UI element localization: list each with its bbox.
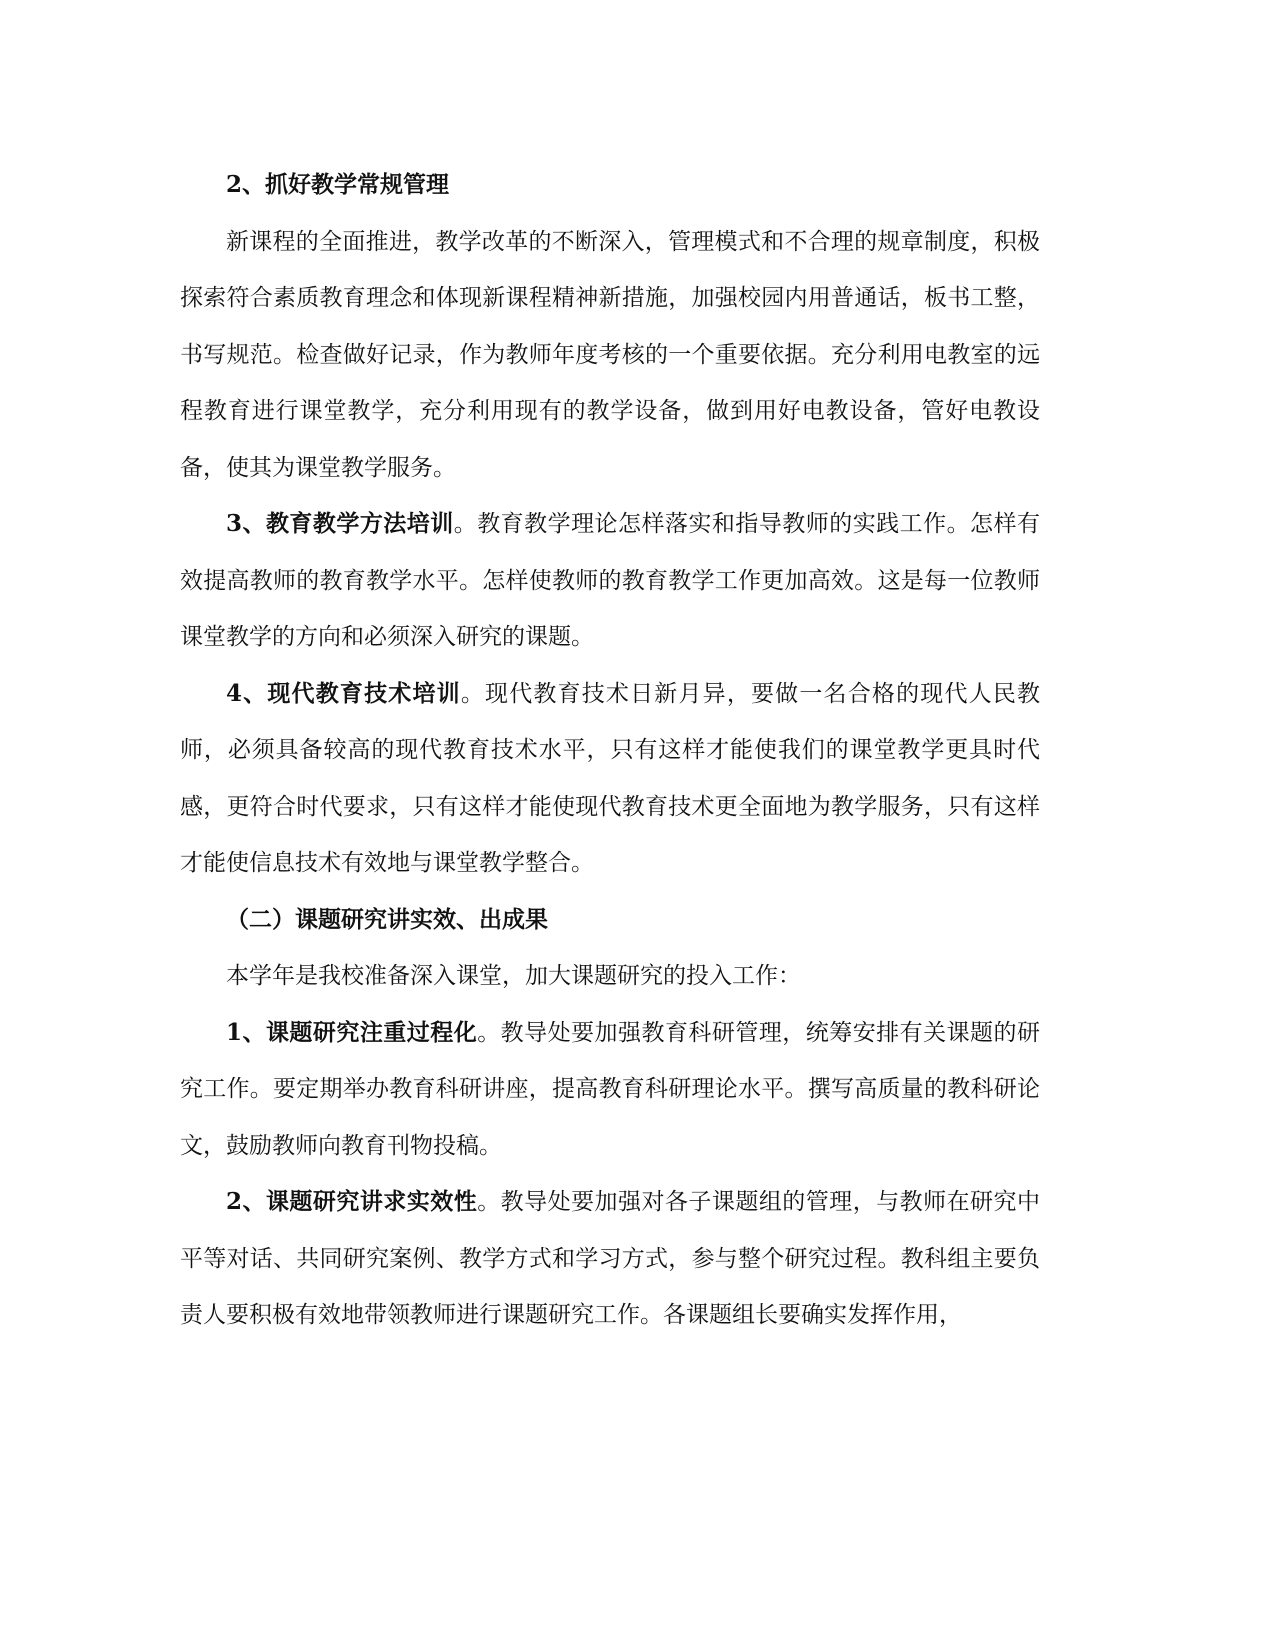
item-lead-research-effectiveness: 2、课题研究讲求实效性	[226, 1188, 478, 1215]
paragraph-routine-management: 新课程的全面推进，教学改革的不断深入，管理模式和不合理的规章制度，积极探索符合素质教育理念和体现新课程精神新措施，加强校园内用普通话，板书工整，书写规范。检查做好记录，作为教师年度考核的一个重要依据。充分利用电教室的远程教育进行课堂教学，充分利用现有的教学设备，做到用好电教设备，管好电教设备，使其为课堂教学服务。	[180, 228, 1040, 481]
paragraph-research-intro: 本学年是我校准备深入课堂，加大课题研究的投入工作：	[226, 963, 801, 989]
section-heading-research: （二）课题研究讲实效、出成果	[226, 905, 548, 933]
item-text-research-process: 。教导处要加强教育科研管理，统筹安排有关课题的研究工作。要定期举办教育科研讲座，提高教育科研理论水平。撰写高质量的教科研论文，鼓励教师向教育刊物投稿。	[180, 1019, 1041, 1159]
item-text-tech-training: 。现代教育技术日新月异，要做一名合格的现代人民教师，必须具备较高的现代教育技术水平，只有这样才能使我们的课堂教学更具时代感，更符合时代要求，只有这样才能使现代教育技术更全面地为教学服务，只有这样才能使信息技术有效地与课堂教学整合。	[180, 680, 1040, 876]
item-text-teaching-method: 。教育教学理论怎样落实和指导教师的实践工作。怎样有效提高教师的教育教学水平。怎样使教师的教育教学工作更加高效。这是每一位教师课堂教学的方向和必须深入研究的课题。	[180, 511, 1041, 650]
item-lead-research-process: 1、课题研究注重过程化	[226, 1018, 478, 1046]
section-heading-routine: 2、抓好教学常规管理	[226, 171, 450, 198]
paragraph-research-effectiveness	[180, 1174, 1040, 1344]
paragraph-teaching-method-training	[180, 496, 1040, 666]
paragraph-research-process	[180, 1005, 1040, 1175]
item-lead-teaching-method: 3、教育教学方法培训	[226, 510, 454, 537]
item-text-research-effectiveness: 。教导处要加强对各子课题组的管理，与教师在研究中平等对话、共同研究案例、教学方式和学习方式，参与整个研究过程。教科组主要负责人要积极有效地带领教师进行课题研究工作。各课题组长要确实发挥作用，	[180, 1189, 1041, 1328]
paragraph-tech-training	[180, 666, 1040, 892]
item-lead-tech-training: 4、现代教育技术培训	[226, 679, 461, 707]
document-page	[180, 157, 1040, 1344]
